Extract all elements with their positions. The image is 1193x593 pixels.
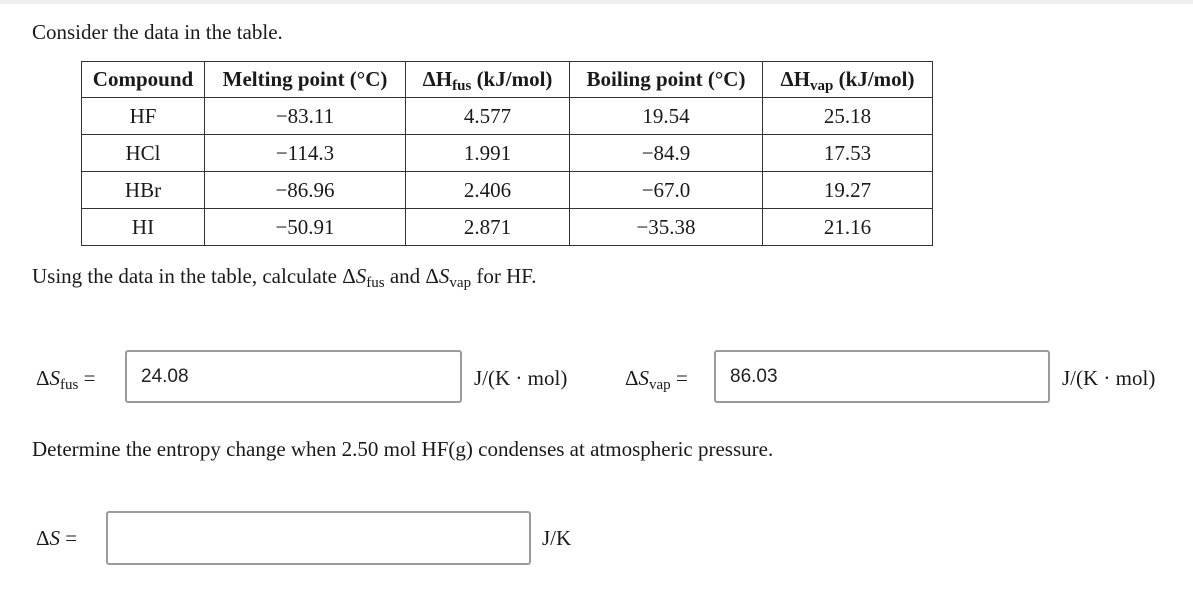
cell-boiling: 19.54 [570,98,763,135]
header-melting-point: Melting point (°C) [205,62,406,98]
cell-compound: HCl [82,135,205,172]
question-calculate-entropies: Using the data in the table, calculate $\Delta S_{fus}$ and $\Delta S_{vap}$ for HF. [32,264,537,291]
header-compound: Compound [82,62,205,98]
table-row [82,135,933,172]
table-row [82,98,933,135]
cell-melting: −86.96 [205,172,406,209]
table-row [82,172,933,209]
cell-boiling: −84.9 [570,135,763,172]
cell-dhfus: 2.406 [406,172,570,209]
cell-compound: HI [82,209,205,246]
cell-boiling: −35.38 [570,209,763,246]
ds-label: ΔS = [36,526,78,550]
ds-unit: J/K [542,526,572,550]
table-header-row [82,62,933,98]
table-row [82,209,933,246]
header-dh-fus: $\Delta H_{fus}$ (kJ/mol) [406,62,570,98]
header-dh-vap: $\Delta H_{vap}$ (kJ/mol) [763,62,933,98]
cell-melting: −50.91 [205,209,406,246]
cell-dhfus: 1.991 [406,135,570,172]
cell-dhvap: 19.27 [763,172,933,209]
top-divider [0,0,1193,4]
sfus-label: $\Delta S_{fus}$ = [36,366,96,393]
svap-label: $\Delta S_{vap}$ = [625,366,688,393]
sfus-input[interactable] [125,350,462,403]
cell-dhvap: 25.18 [763,98,933,135]
cell-melting: −114.3 [205,135,406,172]
cell-compound: HF [82,98,205,135]
ds-input[interactable] [106,511,531,565]
intro-text: Consider the data in the table. [32,20,283,44]
header-boiling-point: Boiling point (°C) [570,62,763,98]
sfus-unit: J/(K · mol) [474,366,568,390]
cell-compound: HBr [82,172,205,209]
cell-dhfus: 4.577 [406,98,570,135]
question-condensation: Determine the entropy change when 2.50 mol HF(g) condenses at atmospheric pressure. [32,437,774,461]
cell-melting: −83.11 [205,98,406,135]
svap-input[interactable] [714,350,1050,403]
cell-dhfus: 2.871 [406,209,570,246]
cell-dhvap: 17.53 [763,135,933,172]
data-table [81,61,933,246]
cell-boiling: −67.0 [570,172,763,209]
svap-unit: J/(K · mol) [1062,366,1156,390]
cell-dhvap: 21.16 [763,209,933,246]
